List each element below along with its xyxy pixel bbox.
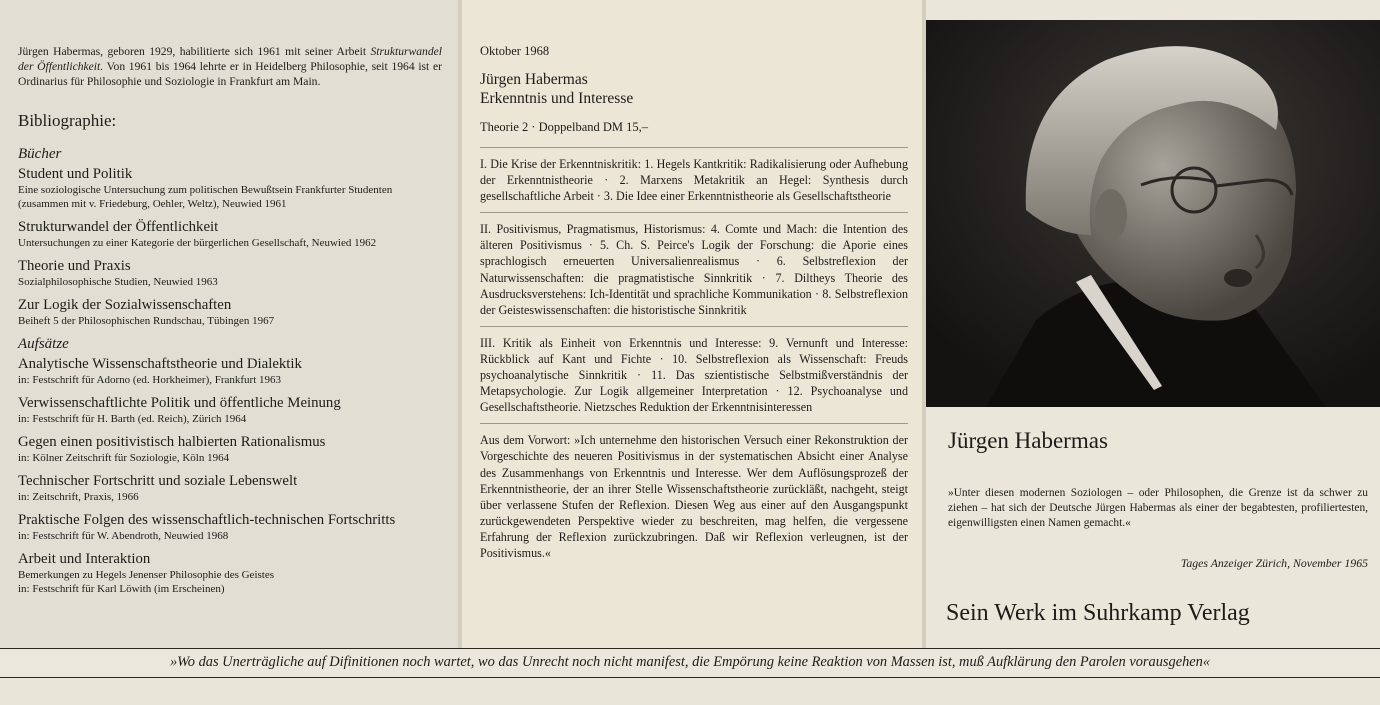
book-description: Sozialphilosophische Studien, Neuwied 1963: [18, 276, 218, 288]
essay-title: Verwissenschaftlichte Politik und öffentliche Meinung: [18, 395, 341, 411]
essay-title: Technischer Fortschritt und soziale Lebenswelt: [18, 473, 298, 489]
book-item: [18, 296, 442, 328]
foreword-excerpt: Aus dem Vorwort: »Ich unternehme den historischen Versuch einer Rekonstruktion der Vorgeschichte des neueren Positivismus in der systematischen Absicht einer Analyse des Zusammenhangs von Erkenntnis und Interesse. Wer dem Auflösungsprozeß der Erkenntnistheorie, der an ihrer Stelle Wissenschaftstheorie zurückläßt, nachgeht, steigt über verlassene Stufen der Reflexion. Diesen Weg aus einer auf den Ausgangspunkt zurückgewendeten Perspektive wieder zu beschreiten, mag helfen, die vergessene Erfahrung der Reflexion zurückzubringen. Daß wir Reflexion verleugnen, ist der Positivismus.«: [480, 433, 908, 560]
book-description: Beiheft 5 der Philosophischen Rundschau, Tübingen 1967: [18, 315, 275, 327]
essay-title: Arbeit und Interaktion: [18, 551, 151, 567]
essay-title: Gegen einen positivistisch halbierten Rationalismus: [18, 434, 326, 450]
book-description: Eine soziologische Untersuchung zum politischen Bewußtsein Frankfurter Studenten (zusammen mit v. Friedeburg, Oehler, Weltz), Neuwied 1961: [18, 184, 393, 210]
book-title: Student und Politik: [18, 166, 133, 182]
essay-item: [18, 472, 442, 504]
essay-description: Bemerkungen zu Hegels Jenenser Philosophie des Geistes in: Festschrift für Karl Löwith (im Erscheinen): [18, 569, 274, 595]
author-portrait-photo: [926, 20, 1380, 407]
publication-date: Oktober 1968: [480, 44, 550, 58]
essay-description: in: Festschrift für Adorno (ed. Horkheimer), Frankfurt 1963: [18, 374, 282, 386]
section-divider: [480, 423, 908, 424]
essay-description: in: Kölner Zeitschrift für Soziologie, Köln 1964: [18, 452, 230, 464]
section-divider: [480, 212, 908, 213]
essay-description: in: Zeitschrift, Praxis, 1966: [18, 491, 139, 503]
portrait-illustration: [926, 20, 1380, 407]
essays-list: [18, 355, 442, 596]
essay-item: [18, 394, 442, 426]
author-intro: Jürgen Habermas, geboren 1929, habilitierte sich 1961 mit seiner Arbeit Strukturwandel der Öffentlichkeit. Von 1961 bis 1964 lehrte er in Heidelberg Philosophie, seit 1964 ist er Ordinarius für Philosophie und Soziologie in Frankfurt am Main.: [18, 45, 442, 88]
essay-description: in: Festschrift für H. Barth (ed. Reich), Zürich 1964: [18, 413, 247, 425]
author-name: Jürgen Habermas: [948, 428, 1108, 453]
essay-description: in: Festschrift für W. Abendroth, Neuwied 1968: [18, 530, 229, 542]
book-title: Theorie und Praxis: [18, 258, 131, 274]
intro-italic-title: Strukturwandel der Öffentlichkeit.: [18, 45, 442, 73]
bibliography-heading: Bibliographie:: [18, 111, 117, 130]
contents-section-1: I. Die Krise der Erkenntniskritik: 1. Hegels Kantkritik: Radikalisierung oder Aufhebung der Erkenntnistheorie · 2. Marxens Metakritik an Hegel: Synthesis durch gesellschaftliche Arbeit · 3. Die Idee einer Erkenntnistheorie als Gesellschaftstheorie: [480, 157, 908, 204]
essay-title: Analytische Wissenschaftstheorie und Dialektik: [18, 356, 302, 372]
publisher-headline: Sein Werk im Suhrkamp Verlag: [946, 600, 1250, 626]
press-quote: »Unter diesen modernen Soziologen – oder Philosophen, die Grenze ist da schwer zu ziehen – hat sich der Deutsche Jürgen Habermas als einer der begabtesten, profiliertesten, eigenwilligsten einen Namen gemacht.«: [948, 487, 1368, 530]
essays-label: Aufsätze: [18, 336, 69, 352]
book-author: Jürgen Habermas: [480, 71, 588, 88]
book-title: Erkenntnis und Interesse: [480, 90, 634, 107]
contents-section-3: III. Kritik als Einheit von Erkenntnis und Interesse: 9. Vernunft und Interesse: Rückblick auf Kant und Fichte · 10. Selbstreflexion als Wissenschaft: Freuds psychoanalytische Sinnkritik · 11. Das szientistische Selbstmißverständnis der Metapsychologie. Zur Logik allgemeiner Interpretation · 12. Psychoanalyse und Gesellschaftstheorie. Nietzsches Reduktion der Erkenntnisinteressen: [480, 335, 908, 415]
book-title: Zur Logik der Sozialwissenschaften: [18, 297, 232, 313]
motto-band: [0, 648, 1380, 678]
motto-text: »Wo das Unerträgliche auf Difinitionen noch wartet, wo das Unrecht noch nicht manifest, die Empörung keine Reaktion von Massen ist, muß Aufklärung den Parolen vorausgehen«: [169, 654, 1211, 670]
edition-price: Theorie 2 · Doppelband DM 15,–: [480, 120, 649, 134]
essay-title: Praktische Folgen des wissenschaftlich-technischen Fortschritts: [18, 512, 396, 528]
essay-item: [18, 433, 442, 465]
books-label: Bücher: [18, 146, 62, 162]
contents-section-2: II. Positivismus, Pragmatismus, Historismus: 4. Comte und Mach: die Intention des älteren Positivismus · 5. Ch. S. Peirce's Logik der Forschung: die Aporie eines sprachlogisch erneuerten Universalienrealismus · 6. Selbstreflexion der Naturwissenschaften: die pragmatistische Sinnkritik · 7. Diltheys Theorie des Ausdrucksverstehens: Ich-Identität und sprachliche Kommunikation · 8. Selbstreflexion der Geisteswissenschaften: die historistische Sinnkritik: [480, 222, 908, 317]
book-item: [18, 218, 442, 250]
book-item: [18, 257, 442, 289]
essay-item: [18, 355, 442, 387]
books-list: [18, 165, 442, 328]
quote-source: Tages Anzeiger Zürich, November 1965: [1180, 556, 1368, 570]
essay-item: [18, 550, 442, 596]
section-divider: [480, 326, 908, 327]
section-divider: [480, 147, 908, 148]
book-item: [18, 165, 442, 211]
bibliography-panel: [0, 0, 458, 648]
book-announcement-panel: [462, 0, 922, 648]
portrait-panel: [926, 0, 1380, 648]
essay-item: [18, 511, 442, 543]
book-title: Strukturwandel der Öffentlichkeit: [18, 219, 219, 235]
book-description: Untersuchungen zu einer Kategorie der bürgerlichen Gesellschaft, Neuwied 1962: [18, 237, 377, 249]
